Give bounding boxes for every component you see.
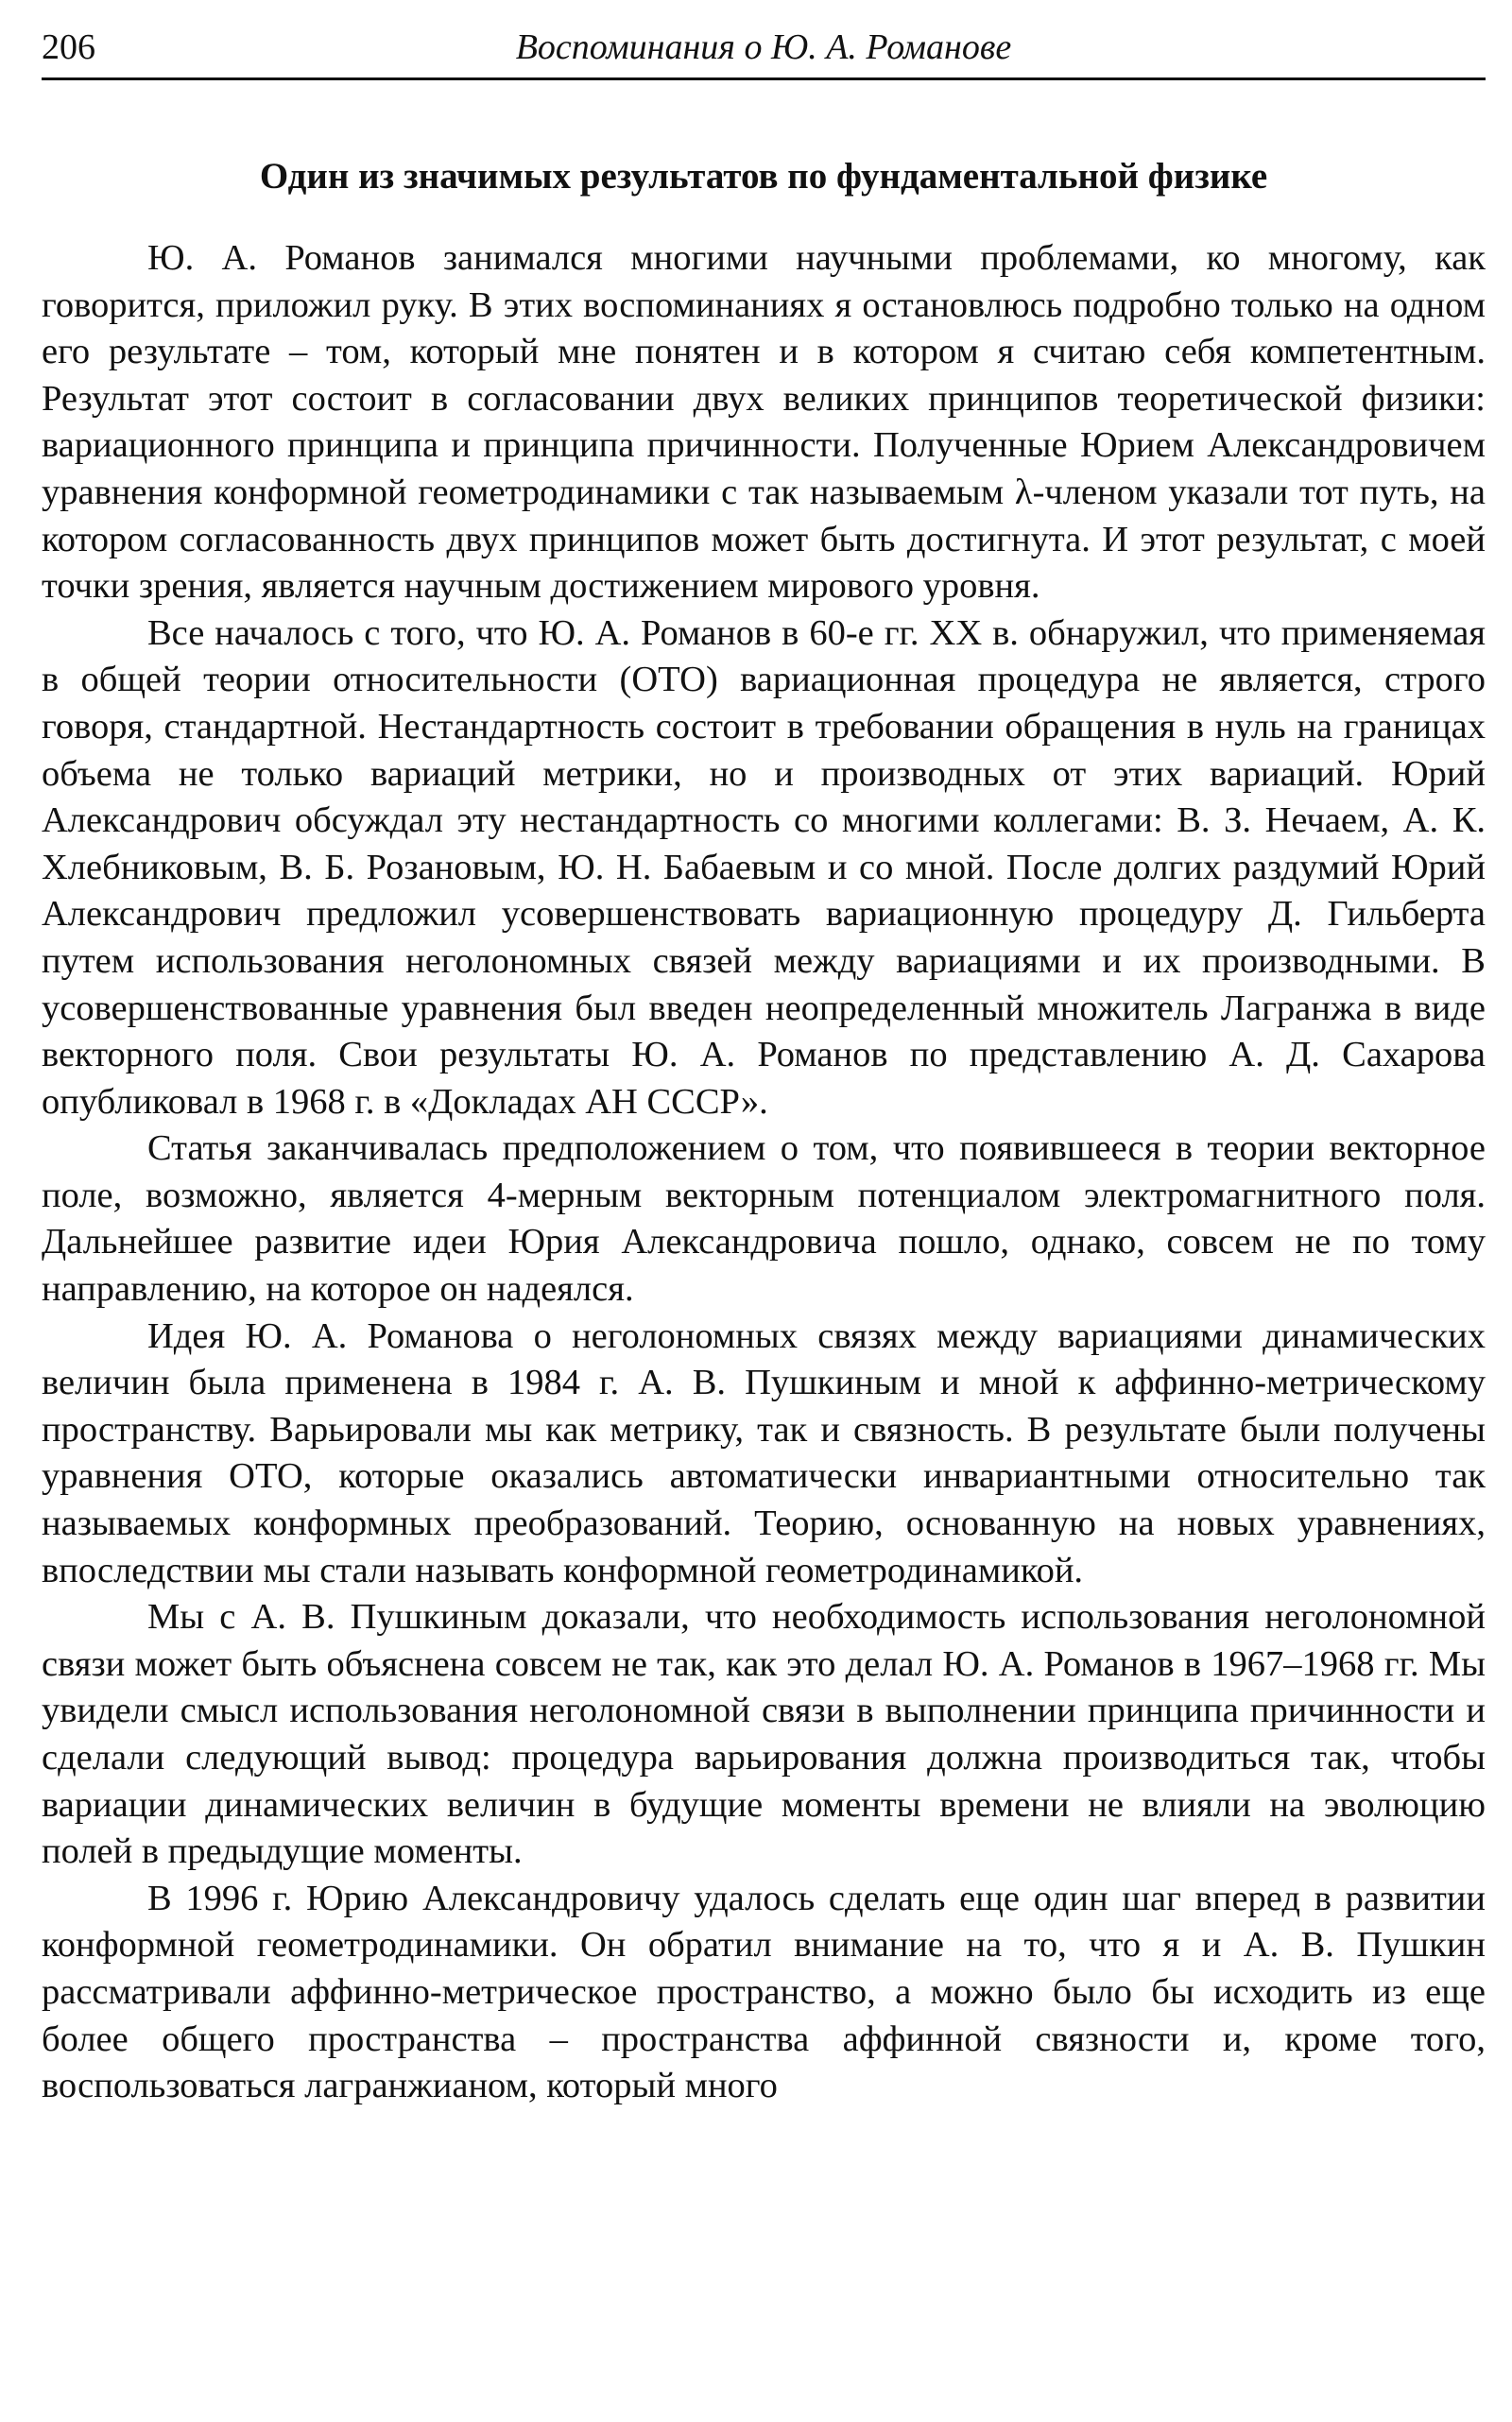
page-number: 206 <box>42 27 95 67</box>
book-page <box>42 19 1486 2110</box>
paragraph: Все началось с того, что Ю. А. Романов в 60-е гг. XX в. обнаружил, что применяемая в общей теории относительности (ОТО) вариационная процедура не является, строго говоря, стандартной. Нестандартность состоит в требовании обращения в нуль на границах объема не только вариаций метрики, но и производных от этих вариаций. Юрий Александрович обсуждал эту нестандартность со многими коллегами: В. З. Нечаем, А. К. Хлебниковым, В. Б. Розановым, Ю. Н. Бабаевым и со мной. После долгих раздумий Юрий Александрович предложил усовершенствовать вариационную процедуру Д. Гильберта путем использования неголономных связей между вариациями и их производными. В усовершенствованные уравнения был введен неопределенный множитель Лагранжа в виде векторного поля. Свои результаты Ю. А. Романов по представлению А. Д. Сахарова опубликовал в 1968 г. в «Докладах АН СССР». <box>42 612 1486 1122</box>
paragraph: Мы с А. В. Пушкиным доказали, что необходимость использования неголономной связи может быть объяснена совсем не так, как это делал Ю. А. Романов в 1967–1968 гг. Мы увидели смысл использования неголономной связи в выполнении принципа причинности и сделали следующий вывод: процедура варьирования должна производиться так, чтобы вариации динамических величин в будущие моменты времени не влияли на эволюцию полей в предыдущие моменты. <box>42 1597 1486 1872</box>
paragraph: Ю. А. Романов занимался многими научными проблемами, ко многому, как говорится, приложил руку. В этих воспоминаниях я остановлюсь подробно только на одном его результате – том, который мне понятен и в котором я считаю себя компетентным. Результат этот состоит в согласовании двух великих принципов теоретической физики: вариационного принципа и принципа причинности. Полученные Юрием Александровичем уравнения конформной геометродинамики с так называемым λ-членом указали тот путь, на котором согласованность двух принципов может быть достигнута. И этот результат, с моей точки зрения, является научным достижением мирового уровня. <box>42 238 1486 607</box>
paragraph: В 1996 г. Юрию Александровичу удалось сделать еще один шаг вперед в развитии конформной геометродинамики. Он обратил внимание на то, что я и А. В. Пушкин рассматривали аффинно-метрическое пространство, а можно было бы исходить из еще более общего пространства – пространства аффинной связности и, кроме того, воспользоваться лагранжианом, который много <box>42 1878 1486 2106</box>
paragraph: Статья заканчивалась предположением о том, что появившееся в теории векторное поле, возможно, является 4-мерным векторным потенциалом электромагнитного поля. Дальнейшее развитие идеи Юрия Александровича пошло, однако, совсем не по тому направлению, на которое он надеялся. <box>42 1128 1486 1310</box>
running-title: Воспоминания о Ю. А. Романове <box>515 27 1012 67</box>
running-header <box>42 19 1486 80</box>
body-text <box>42 235 1486 2110</box>
section-title: Один из значимых результатов по фундаментальной физике <box>259 156 1268 197</box>
paragraph: Идея Ю. А. Романова о неголономных связях между вариациями динамических величин была применена в 1984 г. А. В. Пушкиным и мной к аффинно-метрическому пространству. Варьировали мы как метрику, так и связность. В результате были получены уравнения ОТО, которые оказались автоматически инвариантными относительно так называемых конформных преобразований. Теорию, основанную на новых уравнениях, впоследствии мы стали называть конформной геометродинамикой. <box>42 1315 1486 1590</box>
